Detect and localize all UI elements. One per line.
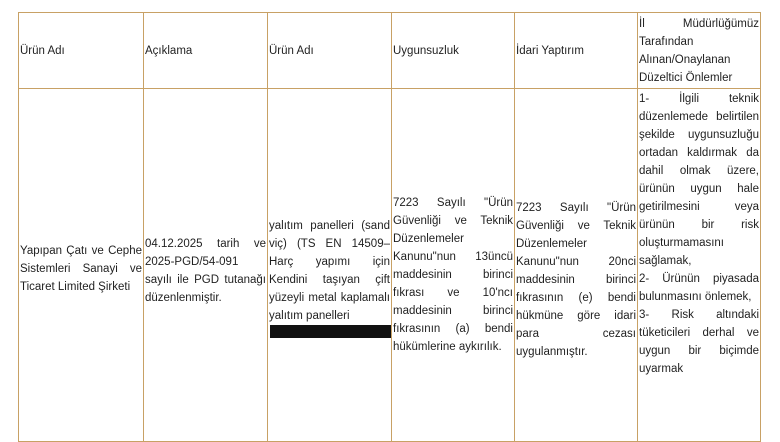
header-nonconformity (391, 12, 515, 89)
nonconformity-text: 7223 Sayılı "Ürün Güvenliği ve Teknik Düzenlemeler Kanunu"nun 13üncü maddesinin birinci fıkrası ve 10'ncı maddesinin birinci fıkrasının (a) bendi hükümlerine aykırılık. (393, 197, 513, 353)
header-description (143, 12, 268, 89)
product-text: yalıtım panelleri (sand viç) (TS EN 14509– Harç yapımı için Kendini taşıyan çift yüzeyli metal kaplamalı yalıtım panelleri (269, 219, 390, 322)
header-measures (637, 12, 761, 89)
header-sanction (514, 12, 638, 89)
header-label: Ürün Adı (269, 44, 314, 57)
description-text: 04.12.2025 tarih ve 2025-PGD/54-091 sayılı ile PGD tutanağı düzenlenmiştir. (145, 238, 266, 304)
regulation-table (18, 12, 761, 442)
header-label: İdari Yaptırım (516, 44, 584, 57)
header-label: Uygunsuzluk (393, 44, 459, 57)
header-product-name (18, 12, 144, 89)
header-label: İl Müdürlüğümüz Tarafından Alınan/Onaylanan Düzeltici Önlemler (639, 18, 759, 84)
cell-company (18, 88, 144, 442)
cell-description (143, 88, 268, 442)
measure-item-1: 1- İlgili teknik düzenlemede belirtilen şekilde uygunsuzluğu ortadan kaldırmak da dahil olmak üzere, ürünün uygun hale getirilmesini veya ürünün bir risk oluşturmamasını sağlamak, (639, 93, 759, 267)
company-name: Yapıpan Çatı ve Cephe Sistemleri Sanayi ve Ticaret Limited Şirketi (20, 245, 142, 293)
header-label: Ürün Adı (20, 44, 65, 57)
cell-product (267, 88, 392, 442)
measure-item-2: 2- Ürünün piyasada bulunmasını önlemek, (639, 273, 759, 303)
text-cursor (270, 325, 391, 338)
cell-measures (637, 88, 761, 442)
measure-item-3: 3- Risk altındaki tüketicileri derhal ve uygun bir biçimde uyarmak (639, 309, 759, 375)
header-label: Açıklama (145, 44, 193, 57)
product-text-wrap (269, 217, 390, 338)
cell-sanction (514, 88, 638, 442)
sanction-text: 7223 Sayılı "Ürün Güvenliği ve Teknik Düzenlemeler Kanunu"nun 20nci maddesinin birinci fıkrasının (e) bendi hükmüne göre idari para cezası uygulanmıştır. (516, 202, 636, 358)
cell-nonconformity (391, 88, 515, 442)
header-product-name-2 (267, 12, 392, 89)
